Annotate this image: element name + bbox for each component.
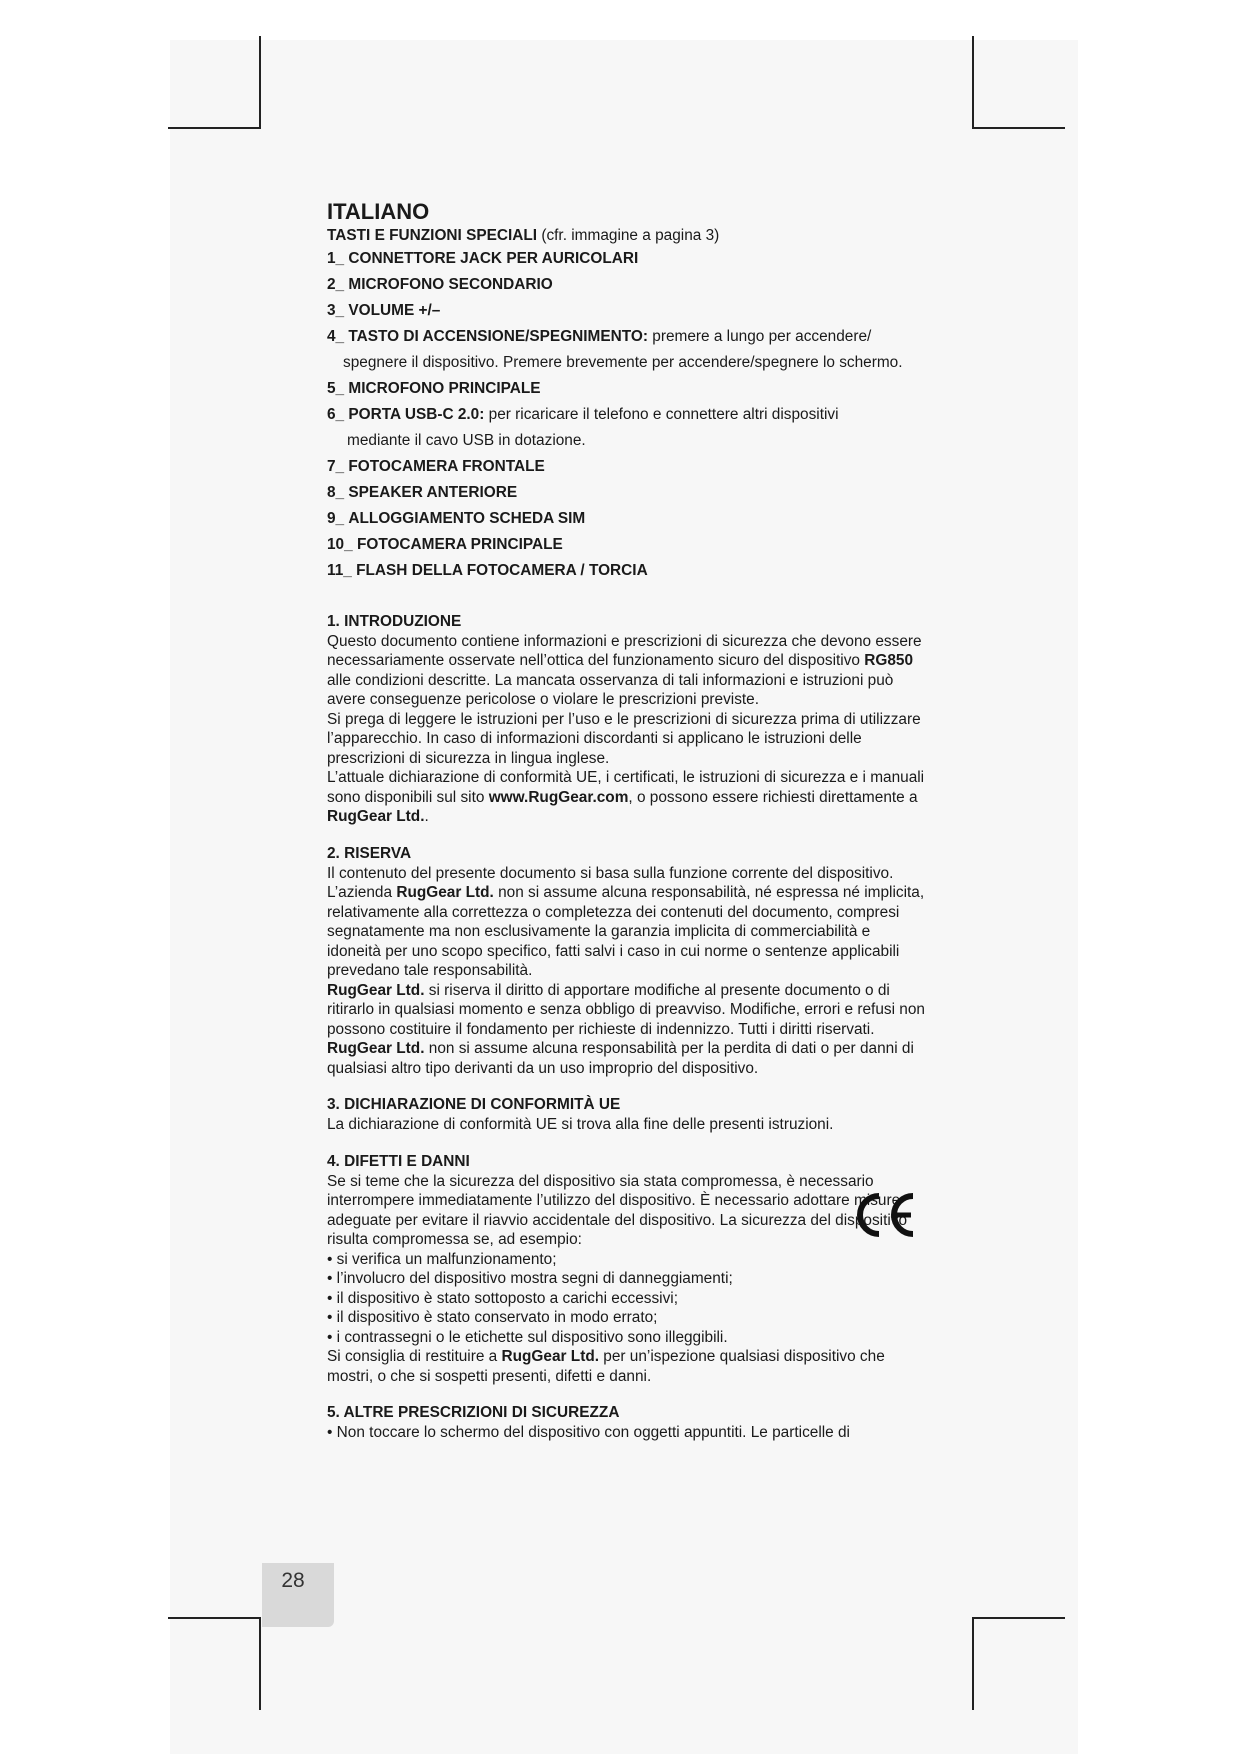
crop-mark-top-left-v — [259, 36, 261, 129]
key-item — [327, 246, 927, 272]
text: Questo documento contiene informazioni e prescrizioni di sicurezza che devono essere necessariamente osservate nell’ottica del funzionamento sicuro del dispositivo — [327, 632, 922, 669]
paragraph — [327, 768, 927, 827]
company-name: RugGear Ltd. — [327, 808, 425, 825]
key-name: SPEAKER ANTERIORE — [348, 483, 518, 501]
text: per un’ispezione qualsiasi dispositivo che mostri, o che si sospetti presenti, difetti e danni. — [327, 1348, 885, 1385]
key-name: VOLUME +/– — [348, 301, 441, 319]
section-title: 4. DIFETTI E DANNI — [327, 1152, 470, 1170]
paragraph: La dichiarazione di conformità UE si trova alla fine delle presenti istruzioni. — [327, 1116, 834, 1133]
paragraph — [327, 1039, 927, 1078]
website-link: www.RugGear.com — [488, 788, 629, 806]
text: non si assume alcuna responsabilità, né espressa né implicita, relativamente alla correttezza o completezza dei contenuti del documento, compresi segnatamente ma non esclusivamente la garanzia implicita di commerciabilità e idoneità per uno scopo specifico, fatti salvi i caso in cui norme o sentenze applicabili prevedano tale responsabilità. — [327, 884, 925, 979]
key-number: 1_ — [327, 249, 345, 267]
key-item — [327, 558, 927, 584]
section-safety — [327, 1402, 927, 1443]
key-description: premere a lungo per accendere/ — [647, 327, 872, 345]
key-number: 6_ — [327, 405, 345, 423]
ce-mark-icon — [853, 1190, 917, 1240]
company-name: RugGear Ltd. — [327, 981, 425, 999]
key-item — [327, 376, 927, 402]
text: Il contenuto del presente documento si basa sulla funzione corrente del dispositivo. L’azienda — [327, 864, 894, 901]
key-item — [327, 272, 927, 298]
paragraph: Si prega di leggere le istruzioni per l’uso e le prescrizioni di sicurezza prima di utilizzare l’apparecchio. In caso di informazioni discordanti si applicano le istruzioni delle prescrizioni di sicurezza in lingua inglese. — [327, 710, 921, 767]
key-item — [327, 324, 927, 376]
paragraph — [327, 864, 927, 981]
key-name: FOTOCAMERA PRINCIPALE — [356, 535, 563, 553]
key-item — [327, 506, 927, 532]
bullet-item: • l’involucro del dispositivo mostra segni di danneggiamenti; — [327, 1270, 733, 1287]
section-defects — [327, 1151, 927, 1387]
key-name: CONNETTORE JACK PER AURICOLARI — [348, 249, 639, 267]
key-name: TASTO DI ACCENSIONE/SPEGNIMENTO: — [348, 327, 648, 345]
key-number: 8_ — [327, 483, 345, 501]
key-name: FLASH DELLA FOTOCAMERA / TORCIA — [356, 561, 648, 579]
company-name: RugGear Ltd. — [327, 1040, 425, 1057]
key-number: 4_ — [327, 327, 345, 345]
page-number-tab — [262, 1563, 334, 1627]
key-number: 3_ — [327, 301, 345, 319]
section-introduction — [327, 611, 927, 827]
key-name: MICROFONO SECONDARIO — [348, 275, 553, 293]
bullet-item: • il dispositivo è stato sottoposto a carichi eccessivi; — [327, 1289, 678, 1307]
text: L’attuale dichiarazione di conformità UE, i certificati, le istruzioni di sicurezza e i manuali sono disponibili sul sito — [327, 769, 925, 806]
model-name: RG850 — [864, 652, 914, 669]
section-title: 5. ALTRE PRESCRIZIONI DI SICUREZZA — [327, 1404, 620, 1421]
crop-mark-bottom-left-v — [259, 1617, 261, 1710]
paragraph: Se si teme che la sicurezza del dispositivo sia stata compromessa, è necessario interrompere immediatamente l’utilizzo del dispositivo. È necessario adottare misure adeguate per evitare il riavvio accidentale del dispositivo. La sicurezza del dispositivo risulta compromessa se, ad esempio: — [327, 1172, 908, 1248]
crop-mark-bottom-right-h — [972, 1617, 1065, 1619]
key-item — [327, 454, 927, 480]
bullet-item: • il dispositivo è stato conservato in modo errato; — [327, 1309, 658, 1326]
key-name: MICROFONO PRINCIPALE — [348, 379, 541, 397]
paragraph — [327, 1347, 927, 1386]
bullet-item: • si verifica un malfunzionamento; — [327, 1250, 557, 1268]
page-title: ITALIANO — [327, 199, 430, 224]
text: , o possono essere richiesti direttamente a — [628, 788, 918, 806]
bullet-item: • Non toccare lo schermo del dispositivo con oggetti appuntiti. Le particelle di — [327, 1424, 850, 1441]
keys-list — [327, 246, 927, 584]
key-number: 11_ — [327, 561, 352, 579]
key-item — [327, 298, 927, 324]
key-item — [327, 532, 927, 558]
key-name: PORTA USB-C 2.0: — [348, 405, 485, 423]
text: . — [424, 808, 429, 825]
key-item — [327, 480, 927, 506]
key-number: 2_ — [327, 275, 345, 293]
text: si riserva il diritto di apportare modifiche al presente documento o di ritirarlo in qualsiasi momento e senza obbligo di preavviso. Modifiche, errori e refusi non possono costituire il fondamento per richieste di indennizzo. Tutti i diritti riservati. — [327, 981, 925, 1038]
company-name: RugGear Ltd. — [396, 884, 494, 901]
company-name: RugGear Ltd. — [501, 1348, 599, 1365]
key-number: 10_ — [327, 535, 353, 553]
paragraph — [327, 981, 927, 1040]
paragraph — [327, 632, 927, 710]
keys-subtitle-rest: (cfr. immagine a pagina 3) — [537, 227, 720, 244]
crop-mark-bottom-right-v — [972, 1617, 974, 1710]
bullet-item: • i contrassegni o le etichette sul dispositivo sono illeggibili. — [327, 1328, 728, 1346]
key-name: FOTOCAMERA FRONTALE — [348, 457, 545, 475]
key-number: 7_ — [327, 457, 345, 475]
manual-content — [327, 198, 927, 1459]
key-item — [327, 402, 927, 454]
section-title: 2. RISERVA — [327, 844, 412, 862]
text: alle condizioni descritte. La mancata osservanza di tali informazioni e istruzioni può avere conseguenze pericolose o violare le prescrizioni previste. — [327, 671, 894, 708]
crop-mark-bottom-left-h — [168, 1617, 261, 1619]
section-reservation — [327, 843, 927, 1079]
key-description-continued: mediante il cavo USB in dotazione. — [347, 431, 586, 449]
keys-subtitle-bold: TASTI E FUNZIONI SPECIALI — [327, 227, 538, 244]
key-name: ALLOGGIAMENTO SCHEDA SIM — [348, 509, 586, 527]
key-number: 9_ — [327, 509, 345, 527]
key-number: 5_ — [327, 379, 345, 397]
key-description-continued: spegnere il dispositivo. Premere brevemente per accendere/spegnere lo schermo. — [343, 353, 903, 371]
text: non si assume alcuna responsabilità per la perdita di dati o per danni di qualsiasi altro tipo derivanti da un uso improprio del dispositivo. — [327, 1040, 914, 1077]
keys-subtitle — [327, 226, 927, 246]
crop-mark-top-left-h — [168, 127, 261, 129]
text: Si consiglia di restituire a — [327, 1348, 502, 1365]
key-description: per ricaricare il telefono e connettere altri dispositivi — [484, 405, 839, 423]
section-title: 3. DICHIARAZIONE DI CONFORMITÀ UE — [327, 1096, 621, 1113]
crop-mark-top-right-h — [972, 127, 1065, 129]
crop-mark-top-right-v — [972, 36, 974, 129]
page-number: 28 — [281, 1569, 305, 1592]
section-eu-conformity — [327, 1094, 927, 1135]
section-title: 1. INTRODUZIONE — [327, 612, 462, 630]
